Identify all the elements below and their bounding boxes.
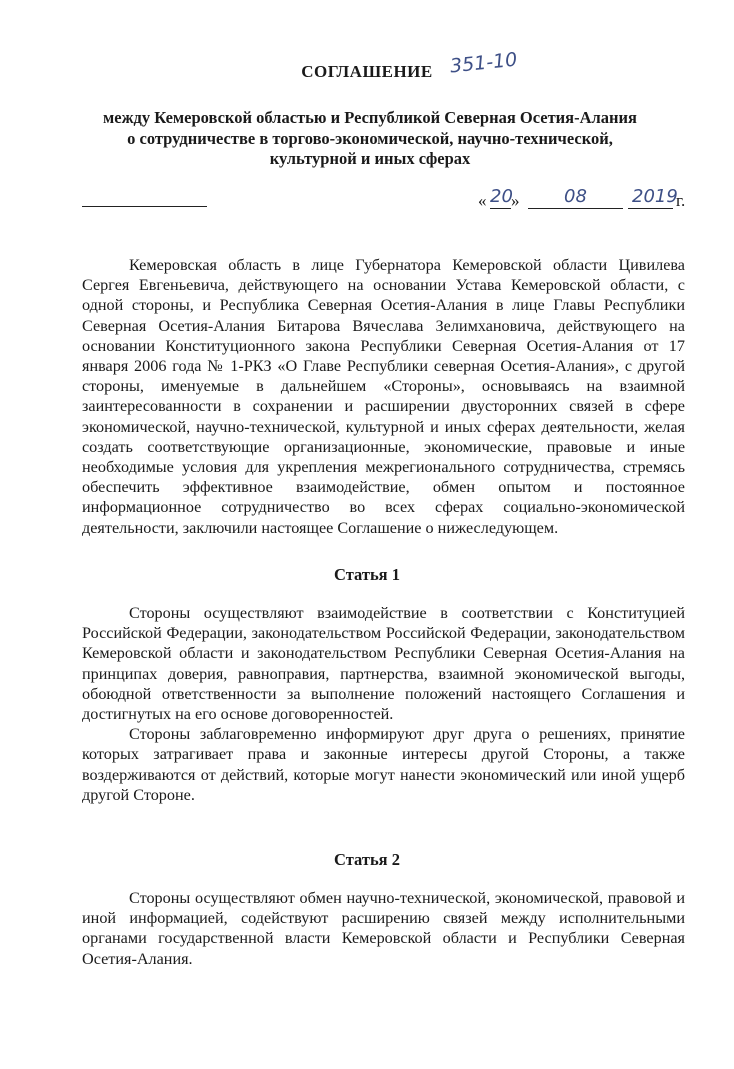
article-2-heading: Статья 2: [334, 850, 400, 869]
title-block: [0, 48, 734, 82]
subtitle-line: о сотрудничестве в торгово-экономической, научно-технической,: [127, 128, 613, 148]
handwritten-registration-number: 351-10: [449, 48, 519, 78]
place-blank-line: [82, 206, 207, 207]
signing-date: [478, 188, 688, 212]
date-close-quote: »: [511, 191, 520, 210]
article-1-paragraph: Стороны заблаговременно информируют друг друга о решениях, принятие которых затрагивает права и законные интересы другой Стороны, а также воздерживаются от действий, которые могут нанести экономический или иной ущерб другой Стороне.: [82, 725, 685, 804]
article-1-paragraph: Стороны осуществляют взаимодействие в соответствии с Конституцией Российской Федерации, законодательством Российской Федерации, законодательством Кемеровской области и законодательством Республики Северная Осетия-Алания на принципах доверия, равноправия, партнерства, взаимной экономической выгоды, обоюдной ответственности за выполнение положений настоящего Соглашения и достигнутых на его основе договоренностей.: [82, 604, 685, 724]
date-year: 2019: [632, 186, 678, 207]
date-day: 20: [490, 186, 513, 207]
subtitle-line: культурной и иных сферах: [269, 149, 471, 168]
article-1-heading: Статья 1: [334, 565, 400, 584]
document-subtitle: [80, 108, 660, 170]
date-suffix: г.: [676, 191, 686, 210]
subtitle-line: между Кемеровской областью и Республикой Северная Осетия-Алания: [103, 108, 637, 127]
article-1-body: [82, 603, 685, 805]
date-year-underline: [628, 208, 673, 209]
preamble-paragraph: Кемеровская область в лице Губернатора Кемеровской области Цивилева Сергея Евгеньевича, действующего на основании Устава Кемеровской области, с одной стороны, и Республика Северная Осетия-Алания в лице Главы Республики Северная Осетия-Алания Битарова Вячеслава Зелимхановича, действующего на основании Конституционного закона Республики Северная Осетия-Алания от 17 января 2006 года № 1-РКЗ «О Главе Республики северная Осетия-Алания», с другой стороны, именуемые в дальнейшем «Стороны», основываясь на взаимной заинтересованности в сохранении и расширении двусторонних связей в сфере экономической, научно-технической, культурной и иных сферах деятельности, желая создать соответствующие организационные, экономические, правовые и иные необходимые условия для укрепления межрегионального сотрудничества, стремясь обеспечить эффективное взаимодействие, обмен опытом и постоянное информационное сотрудничество во всех сферах социально-экономической деятельности, заключили настоящее Соглашение о нижеследующем.: [82, 256, 685, 537]
date-month-underline: [528, 208, 623, 209]
date-month: 08: [564, 186, 587, 207]
date-open-quote: «: [478, 191, 487, 210]
date-day-underline: [490, 208, 511, 209]
preamble: [82, 255, 685, 538]
article-2-paragraph: Стороны осуществляют обмен научно-технической, экономической, правовой и иной информацией, содействуют расширению связей между исполнительными органами государственной власти Кемеровской области и Республики Северная Осетия-Алания.: [82, 889, 685, 968]
article-2-body: [82, 888, 685, 969]
document-title: СОГЛАШЕНИЕ: [301, 62, 433, 81]
